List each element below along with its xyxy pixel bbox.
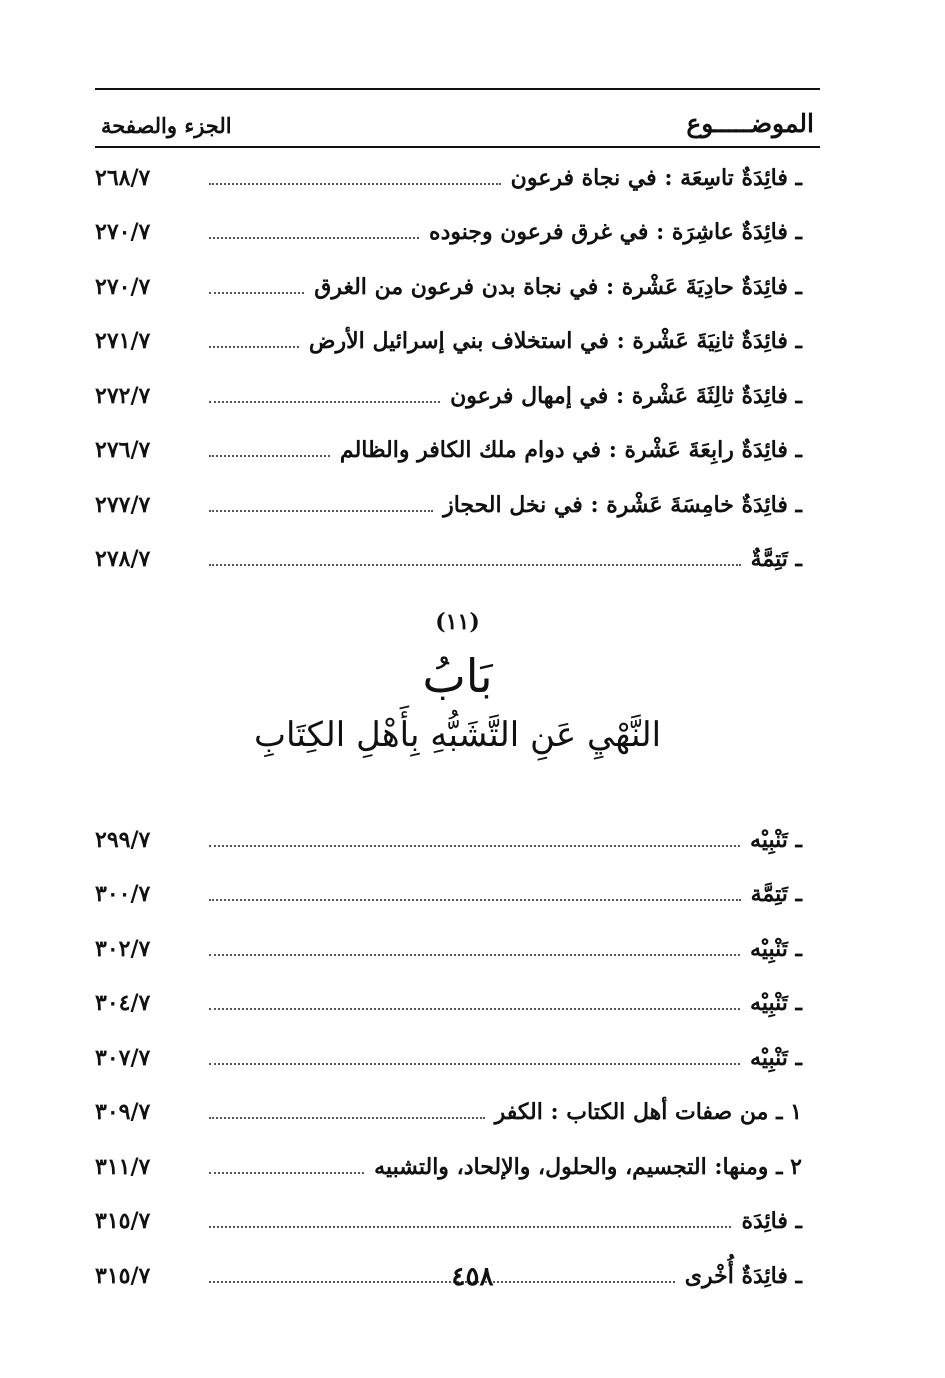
entry-page: ٢٩٩/٧ — [95, 826, 151, 853]
entry-title: ١ ـ من صفات أهل الكتاب : الكفر — [494, 1099, 802, 1125]
dot-leader — [209, 455, 330, 457]
dot-leader — [209, 510, 433, 512]
chapter-heading — [95, 604, 820, 810]
entry-page: ٢٧٢/٧ — [95, 382, 151, 409]
entry-page: ٢٧١/٧ — [95, 328, 151, 354]
entry-title: ـ فائِدَةٌ ثانِيَةَ عَشْرة : في استخلاف بني إسرائيل الأرض — [308, 328, 802, 354]
entry-page: ٣٠٧/٧ — [95, 1044, 151, 1071]
dot-leader — [209, 401, 440, 403]
entry-title: ـ فائِدَة — [741, 1208, 802, 1234]
toc-entry — [95, 203, 820, 258]
entry-title: ٢ ـ ومنها: التجسيم، والحلول، والإلحاد، والتشبيه — [374, 1153, 802, 1180]
entry-page: ٢٧٦/٧ — [95, 437, 151, 463]
toc-entry — [95, 1137, 820, 1192]
entry-page: ٣١١/٧ — [95, 1153, 151, 1180]
toc-entry — [95, 865, 820, 920]
dot-leader — [209, 564, 741, 566]
entries-before-chapter — [95, 148, 820, 584]
dot-leader — [209, 899, 741, 901]
entry-page: ٣١٥/٧ — [95, 1262, 151, 1289]
chapter-title: بَابُ — [422, 649, 493, 703]
dot-leader — [209, 346, 299, 348]
toc-entry — [95, 366, 820, 421]
entry-page: ٢٧٠/٧ — [95, 219, 151, 245]
dot-leader — [209, 845, 740, 847]
toc-header — [95, 90, 820, 148]
entry-page: ٣٠٤/٧ — [95, 990, 151, 1016]
entry-title: ـ فائِدَةٌ خامِسَةَ عَشْرة : في نخل الحجاز — [443, 491, 802, 518]
toc-entry — [95, 919, 820, 974]
entry-title: ـ فائِدَةٌ رابِعَةَ عَشْرة : في دوام ملك الكافر والظالم — [339, 437, 802, 463]
entry-title: ـ تَنْبِيْه — [750, 935, 802, 962]
toc-entry — [95, 475, 820, 530]
page-number: ٤٥٨ — [451, 1262, 494, 1292]
dot-leader — [209, 1172, 364, 1174]
dot-leader — [209, 1008, 740, 1010]
entry-page: ٣١٥/٧ — [95, 1208, 151, 1234]
toc-entry — [95, 312, 820, 367]
entry-page: ٣٠٠/٧ — [95, 881, 151, 907]
toc-entry — [95, 257, 820, 312]
dot-leader — [209, 1226, 731, 1228]
toc-entry — [95, 148, 820, 203]
topic-column-heading: الموضـــــوع — [686, 109, 814, 138]
toc-entry — [95, 421, 820, 476]
entry-page: ٢٧٠/٧ — [95, 273, 151, 300]
toc-entry — [95, 1028, 820, 1083]
dot-leader — [209, 183, 501, 185]
toc-entry — [95, 810, 820, 865]
entry-page: ٣٠٩/٧ — [95, 1099, 151, 1125]
entry-page: ٢٦٨/٧ — [95, 164, 151, 191]
toc-entry — [95, 530, 820, 585]
toc-entry — [95, 1192, 820, 1247]
dot-leader — [209, 237, 419, 239]
entry-page: ٣٠٢/٧ — [95, 935, 151, 962]
entry-title: ـ فائِدَةٌ عاشِرَة : في غرق فرعون وجنوده — [429, 219, 802, 245]
entry-title: ـ فائِدَةٌ تاسِعَة : في نجاة فرعون — [510, 164, 802, 191]
dot-leader — [209, 292, 304, 294]
dot-leader — [209, 954, 740, 956]
dot-leader — [209, 1117, 485, 1119]
chapter-number: (١١) — [435, 609, 480, 635]
entry-title: ـ فائِدَةٌ أُخْرى — [684, 1262, 802, 1289]
entry-title: ـ تَنْبِيْه — [750, 990, 802, 1016]
entry-title: ـ تَتِمَّةٌ — [750, 546, 802, 572]
toc-entry — [95, 974, 820, 1029]
chapter-subtitle: النَّهْيِ عَنِ التَّشَبُّهِ بِأَهْلِ الكِتَابِ — [253, 715, 662, 755]
entry-title: ـ تَتِمَّة — [750, 881, 802, 907]
toc-page — [95, 88, 820, 1301]
entry-title: ـ فائِدَةٌ حادِيَةَ عَشْرة : في نجاة بدن فرعون من الغرق — [314, 273, 802, 300]
toc-entry — [95, 1083, 820, 1138]
dot-leader — [209, 1063, 740, 1065]
entry-title: ـ تَنْبِيْه — [750, 826, 802, 853]
entry-page: ٢٧٧/٧ — [95, 491, 151, 518]
entries-after-chapter — [95, 810, 820, 1301]
page-column-heading: الجزء والصفحة — [101, 113, 232, 138]
entry-title: ـ تَنْبِيْه — [750, 1044, 802, 1071]
entry-page: ٢٧٨/٧ — [95, 546, 151, 572]
entry-title: ـ فائِدَةٌ ثالِثَةَ عَشْرة : في إمهال فرعون — [450, 382, 802, 409]
